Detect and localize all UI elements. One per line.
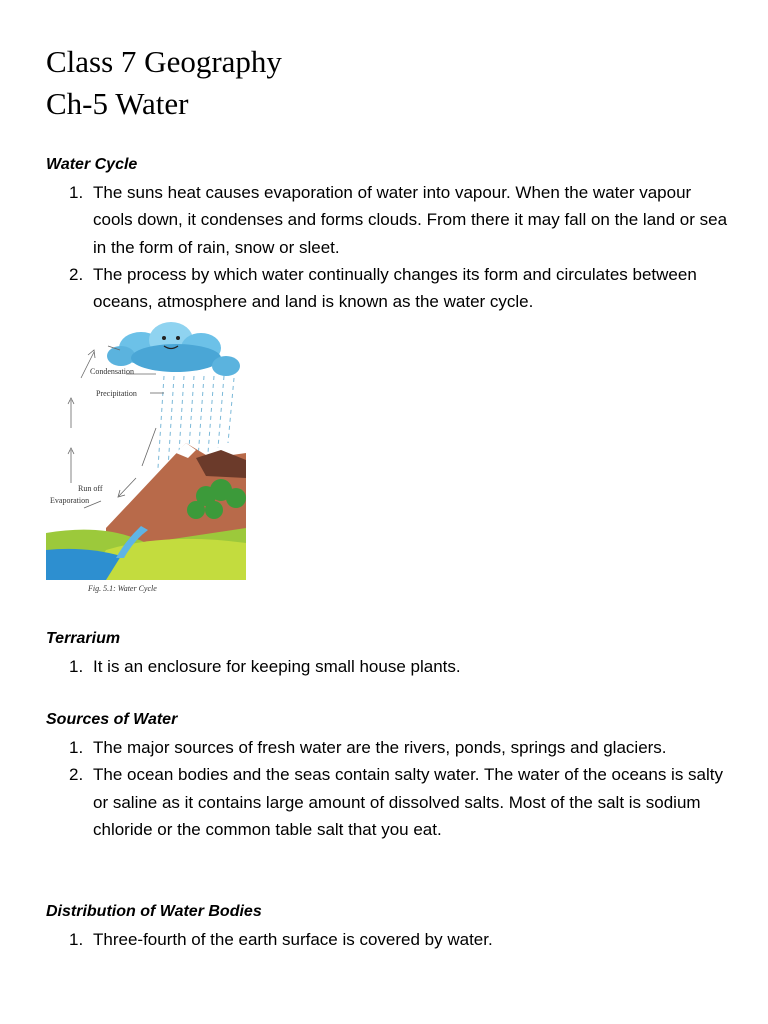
list-item [46, 179, 728, 261]
list-item-text: The suns heat causes evaporation of water into vapour. When the water vapour cools down, it condenses and forms clouds. From there it may fall on the land or sea in the form of rain, snow or sleet. [93, 183, 728, 257]
list-item [46, 761, 728, 843]
terrarium-list [46, 653, 728, 680]
list-number: 2. [69, 765, 84, 785]
heading-terrarium: Terrarium [46, 630, 121, 647]
heading-distribution: Distribution of Water Bodies [46, 903, 262, 920]
list-item [46, 734, 728, 761]
list-item-text: Three-fourth of the earth surface is covered by water. [93, 930, 493, 949]
list-item-text: The process by which water continually changes its form and circulates between oceans, atmosphere and land is known as the water cycle. [93, 264, 697, 312]
list-item-text: The major sources of fresh water are the rivers, ponds, springs and glaciers. [93, 738, 667, 757]
figure-caption: Fig. 5.1: Water Cycle [88, 584, 157, 593]
label-condensation: Condensation [90, 367, 134, 376]
list-number: 1. [69, 183, 84, 202]
heading-water-cycle: Water Cycle [46, 156, 138, 173]
list-item [46, 261, 728, 316]
label-evaporation: Evaporation [50, 496, 90, 505]
water-cycle-illustration [46, 318, 246, 598]
label-run-off: Run off [78, 484, 103, 493]
list-item-text: The ocean bodies and the seas contain salty water. The water of the oceans is salty or saline as it contains large amount of dissolved salts. Most of the salt is sodium chloride or the common table salt that you eat. [93, 765, 724, 839]
water-cycle-list [46, 179, 728, 315]
list-item-text: It is an enclosure for keeping small house plants. [93, 657, 461, 676]
water-cycle-figure [46, 318, 246, 598]
list-item [46, 926, 728, 953]
list-number: 1. [69, 738, 84, 757]
list-number: 2. [69, 264, 84, 284]
label-precipitation: Precipitation [96, 389, 137, 398]
list-number: 1. [69, 930, 84, 949]
heading-sources-of-water: Sources of Water [46, 711, 178, 728]
list-item [46, 653, 728, 680]
chapter-title: Ch-5 Water [46, 86, 189, 121]
list-number: 1. [69, 657, 84, 676]
page-title: Class 7 Geography [46, 44, 282, 79]
distribution-list [46, 926, 728, 953]
sources-list [46, 734, 728, 843]
